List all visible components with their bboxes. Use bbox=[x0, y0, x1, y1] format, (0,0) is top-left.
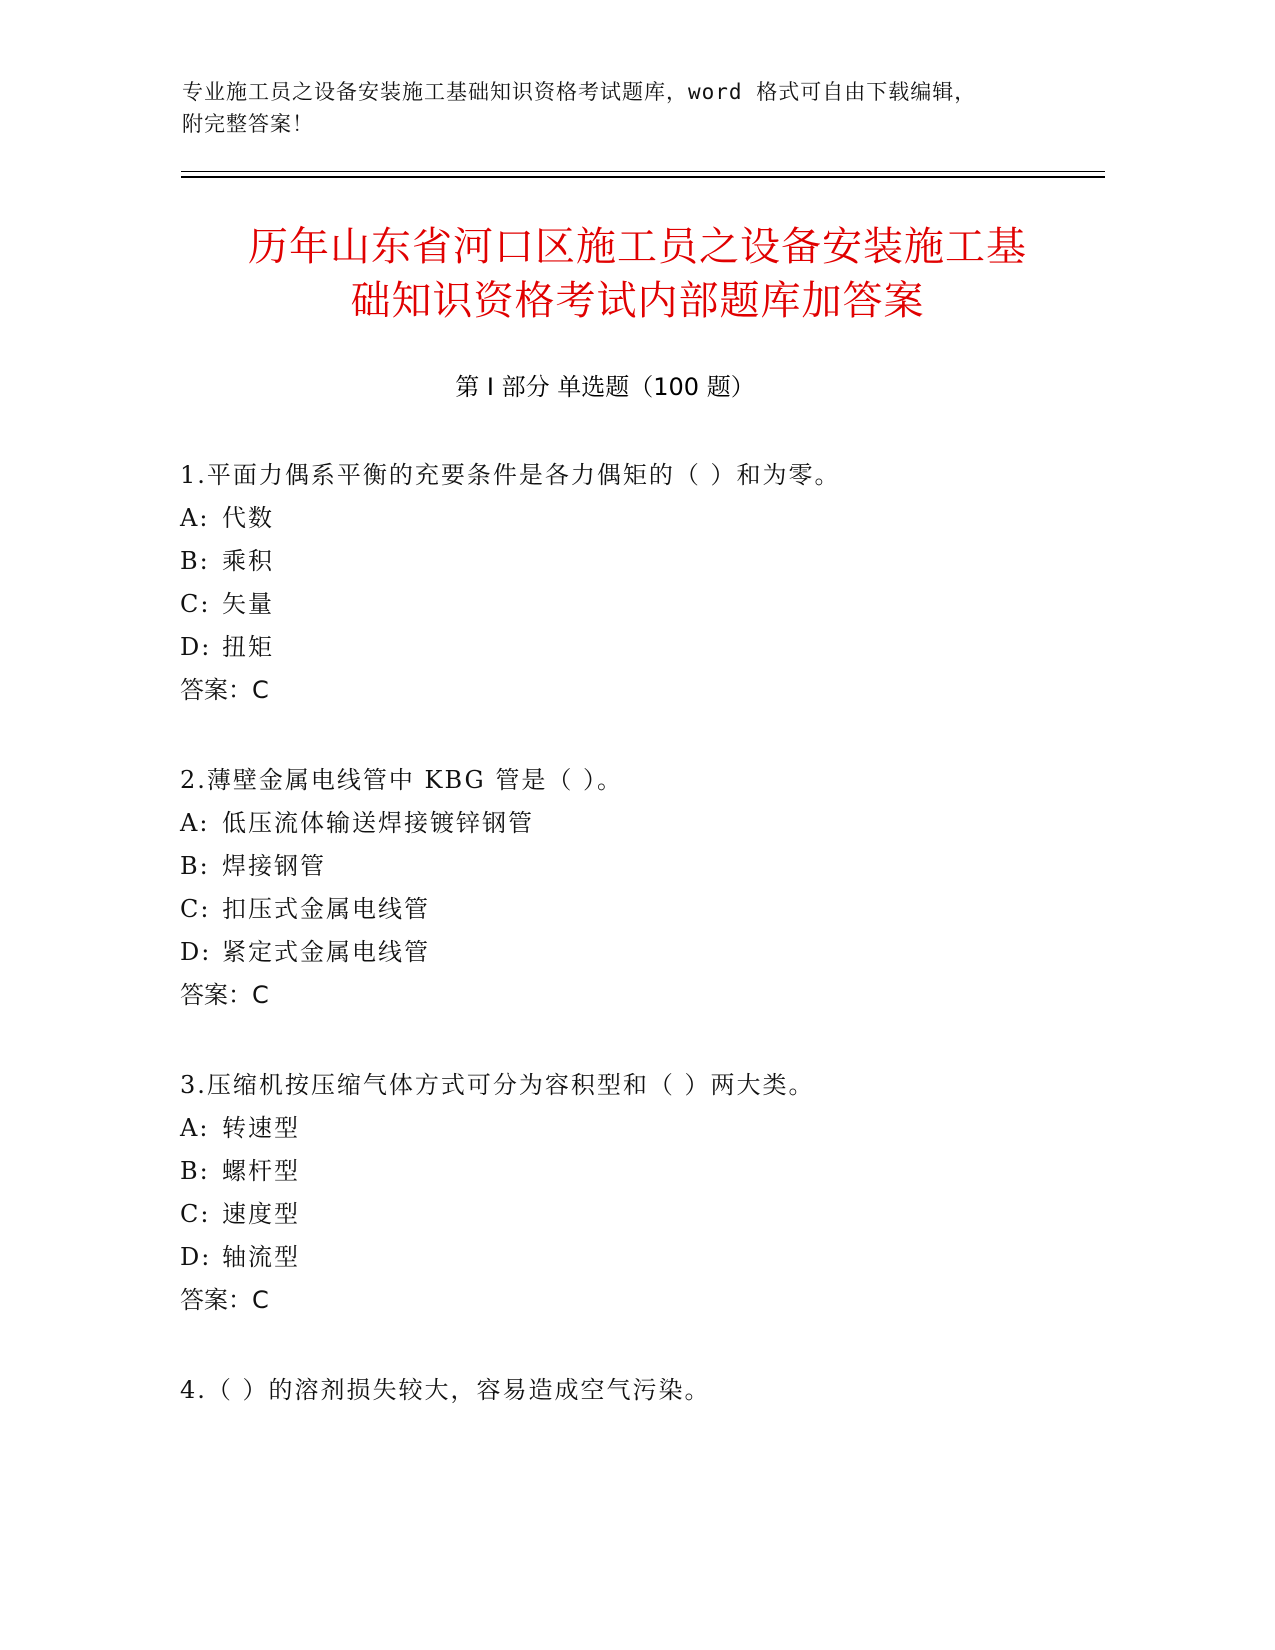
option-text: 低压流体输送焊接镀锌钢管 bbox=[222, 809, 534, 837]
question-option-b bbox=[180, 546, 1080, 576]
option-key: A: bbox=[180, 504, 210, 532]
question-answer: 答案：C bbox=[180, 981, 269, 1009]
section-heading: 第 I 部分 单选题（100 题） bbox=[455, 373, 755, 401]
question-option-a bbox=[180, 808, 1080, 838]
option-text: 矢量 bbox=[222, 590, 274, 618]
question-1 bbox=[180, 460, 1080, 705]
option-key: D: bbox=[180, 633, 212, 661]
question-option-a bbox=[180, 1113, 1080, 1143]
option-key: D: bbox=[180, 1243, 212, 1271]
document-title-line1: 历年山东省河口区施工员之设备安装施工基 bbox=[248, 224, 1027, 270]
question-4 bbox=[180, 1375, 1080, 1405]
header-note-line2: 附完整答案！ bbox=[182, 112, 314, 136]
option-text: 紧定式金属电线管 bbox=[222, 938, 430, 966]
option-key: B: bbox=[180, 1157, 210, 1185]
question-option-d bbox=[180, 1242, 1080, 1272]
question-option-c bbox=[180, 1199, 1080, 1229]
question-option-a bbox=[180, 503, 1080, 533]
question-answer: 答案：C bbox=[180, 1286, 269, 1314]
question-option-b bbox=[180, 851, 1080, 881]
question-2 bbox=[180, 765, 1080, 1010]
option-key: C: bbox=[180, 1200, 211, 1228]
option-key: B: bbox=[180, 852, 210, 880]
header-note bbox=[182, 76, 1062, 140]
option-text: 代数 bbox=[222, 504, 274, 532]
option-key: D: bbox=[180, 938, 212, 966]
document-title-line2: 础知识资格考试内部题库加答案 bbox=[350, 278, 925, 324]
option-key: C: bbox=[180, 590, 211, 618]
option-key: A: bbox=[180, 809, 210, 837]
question-stem: 1.平面力偶系平衡的充要条件是各力偶矩的（ ）和为零。 bbox=[180, 461, 841, 489]
question-option-c bbox=[180, 894, 1080, 924]
option-text: 扣压式金属电线管 bbox=[222, 895, 430, 923]
option-key: A: bbox=[180, 1114, 210, 1142]
option-key: B: bbox=[180, 547, 210, 575]
header-note-line1: 专业施工员之设备安装施工基础知识资格考试题库，word 格式可自由下载编辑， bbox=[182, 80, 977, 104]
header-divider-thin bbox=[181, 171, 1105, 172]
option-text: 焊接钢管 bbox=[222, 852, 326, 880]
question-stem: 2.薄壁金属电线管中 KBG 管是（ ）。 bbox=[180, 766, 623, 794]
question-stem: 3.压缩机按压缩气体方式可分为容积型和（ ）两大类。 bbox=[180, 1071, 815, 1099]
question-option-c bbox=[180, 589, 1080, 619]
header-divider-thick bbox=[181, 176, 1105, 178]
option-text: 乘积 bbox=[222, 547, 274, 575]
option-text: 扭矩 bbox=[222, 633, 274, 661]
option-key: C: bbox=[180, 895, 211, 923]
document-title bbox=[160, 220, 1115, 328]
question-stem: 4.（ ）的溶剂损失较大，容易造成空气污染。 bbox=[180, 1376, 711, 1404]
option-text: 轴流型 bbox=[222, 1243, 300, 1271]
question-option-b bbox=[180, 1156, 1080, 1186]
question-answer: 答案：C bbox=[180, 676, 269, 704]
question-option-d bbox=[180, 632, 1080, 662]
question-option-d bbox=[180, 937, 1080, 967]
question-3 bbox=[180, 1070, 1080, 1315]
option-text: 螺杆型 bbox=[222, 1157, 300, 1185]
option-text: 转速型 bbox=[222, 1114, 300, 1142]
option-text: 速度型 bbox=[222, 1200, 300, 1228]
